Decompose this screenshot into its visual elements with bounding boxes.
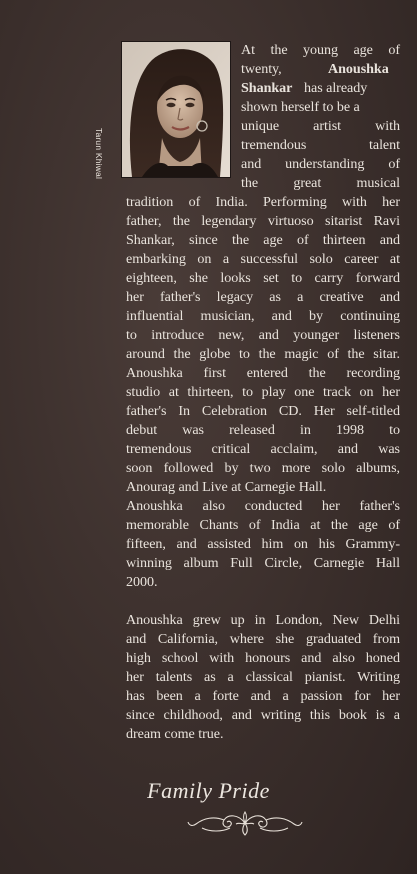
bio-line: the great musical — [241, 175, 400, 191]
bio-line: fifteen, and assisted him on his Grammy- — [126, 536, 400, 552]
bio-line: Anoushka also conducted her father's — [126, 498, 400, 514]
bio-line: soon followed by two more solo albums, — [126, 460, 400, 476]
series-title: Family Pride — [147, 778, 270, 803]
bio-line: to introduce new, and younger listeners — [126, 327, 400, 343]
bio-line: tradition of India. Performing with her — [126, 194, 400, 210]
bio-line: around the globe to the magic of the sitar. — [126, 346, 400, 362]
bio-line: dream come true. — [126, 726, 224, 742]
bio-line: studio at thirteen, to play one track on her — [126, 384, 400, 400]
bio-line: tremendous critical acclaim, and was — [126, 441, 400, 457]
bio-line: eighteen, she looks set to carry forward — [126, 270, 400, 286]
bio-line: debut was released in 1998 to — [126, 422, 400, 438]
bio-line: At the young age of — [241, 42, 400, 58]
bio-line: and California, where she graduated from — [126, 631, 400, 647]
bio-line: has already — [304, 80, 368, 96]
bio-line: father, the legendary virtuoso sitarist Ravi — [126, 213, 400, 229]
bio-line: Shankar, since the age of thirteen and — [126, 232, 400, 248]
bio-line: has been a forte and a passion for her — [126, 688, 400, 704]
bio-line: high school with honours and also honed — [126, 650, 400, 666]
bio-line: Anoushka grew up in London, New Delhi — [126, 612, 400, 628]
author-photo — [122, 42, 230, 177]
bio-line: Anoushka first entered the recording — [126, 365, 400, 381]
bio-line: and understanding of — [241, 156, 400, 172]
bio-line: since childhood, and writing this book is a — [126, 707, 400, 723]
bio-line: unique artist with — [241, 118, 400, 134]
author-name-first: Anoushka — [328, 61, 389, 77]
photo-credit: Tarun Khiwal — [94, 128, 104, 180]
bio-line: father's In Celebration CD. Her self-titled — [126, 403, 400, 419]
bio-line: winning album Full Circle, Carnegie Hall — [126, 555, 400, 571]
bio-line: shown herself to be a — [241, 99, 360, 115]
bio-line: influential musician, and by continuing — [126, 308, 400, 324]
bio-line: embarking on a successful solo career at — [126, 251, 400, 267]
bio-line: her talents as a classical pianist. Writing — [126, 669, 400, 685]
bio-line: twenty, — [241, 61, 282, 77]
bio-line: tremendous talent — [241, 137, 400, 153]
bio-line: Anourag and Live at Carnegie Hall. — [126, 479, 327, 495]
bio-line: 2000. — [126, 574, 158, 590]
flourish-ornament-icon — [186, 810, 304, 836]
bio-line: her father's legacy as a creative and — [126, 289, 400, 305]
bio-line: memorable Chants of India at the age of — [126, 517, 400, 533]
author-name-last: Shankar — [241, 80, 293, 96]
